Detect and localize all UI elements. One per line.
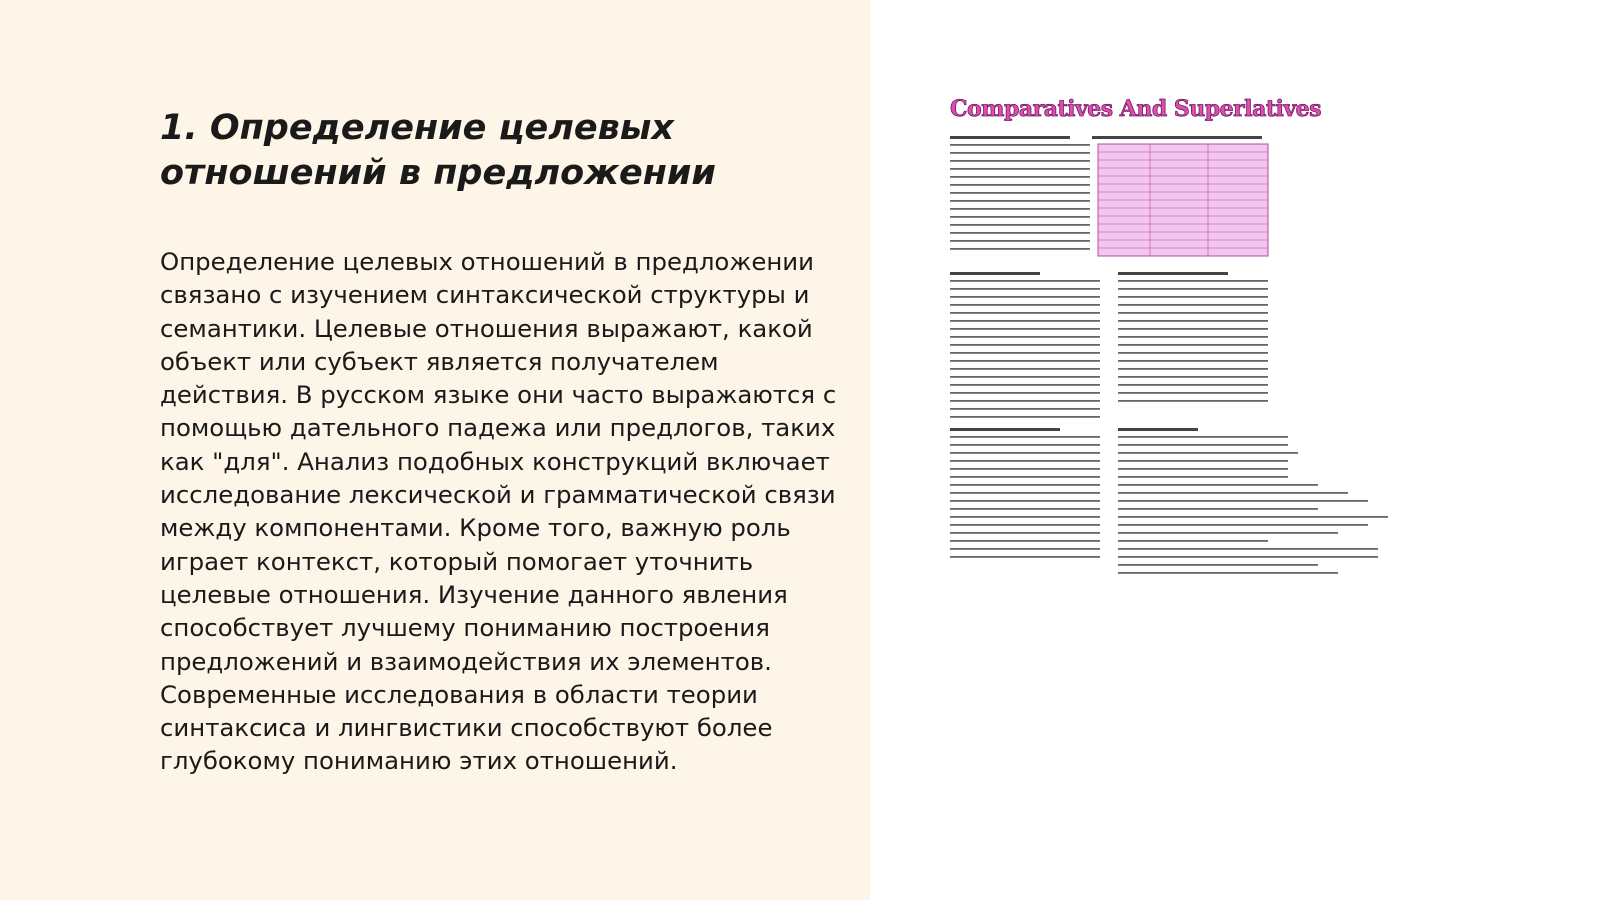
exercise-3 [950,272,1100,418]
exercise-1 [950,136,1090,250]
worksheet-image [950,96,1398,580]
worksheet-title: Comparatives And Superlatives [950,96,1322,122]
exercise-2 [1092,136,1268,256]
slide-body-text: Определение целевых отношений в предложении связано с изучением синтаксической структуры и семантики. Целевые отношения выражают, какой объект или субъект является получателем действия. В русском языке они часто выражаются с помощью дательного падежа или предлогов, таких как "для". Анализ подобных конструкций включает исследование лексической и грамматической связи между компонентами. Кроме того, важную роль играет контекст, который помогает уточнить целевые отношения. Изучение данного явления способствует лучшему пониманию построения предложений и взаимодействия их элементов. Современные исследования в области теории синтаксиса и лингвистики способствуют более глубокому пониманию этих отношений. [160,247,837,776]
exercise-5 [950,428,1100,558]
worksheet-exercises [950,136,1398,580]
exercise-4 [1118,272,1268,402]
exercise-6 [1118,428,1388,574]
slide-title: 1. Определение целевых отношений в предложении [160,108,716,193]
